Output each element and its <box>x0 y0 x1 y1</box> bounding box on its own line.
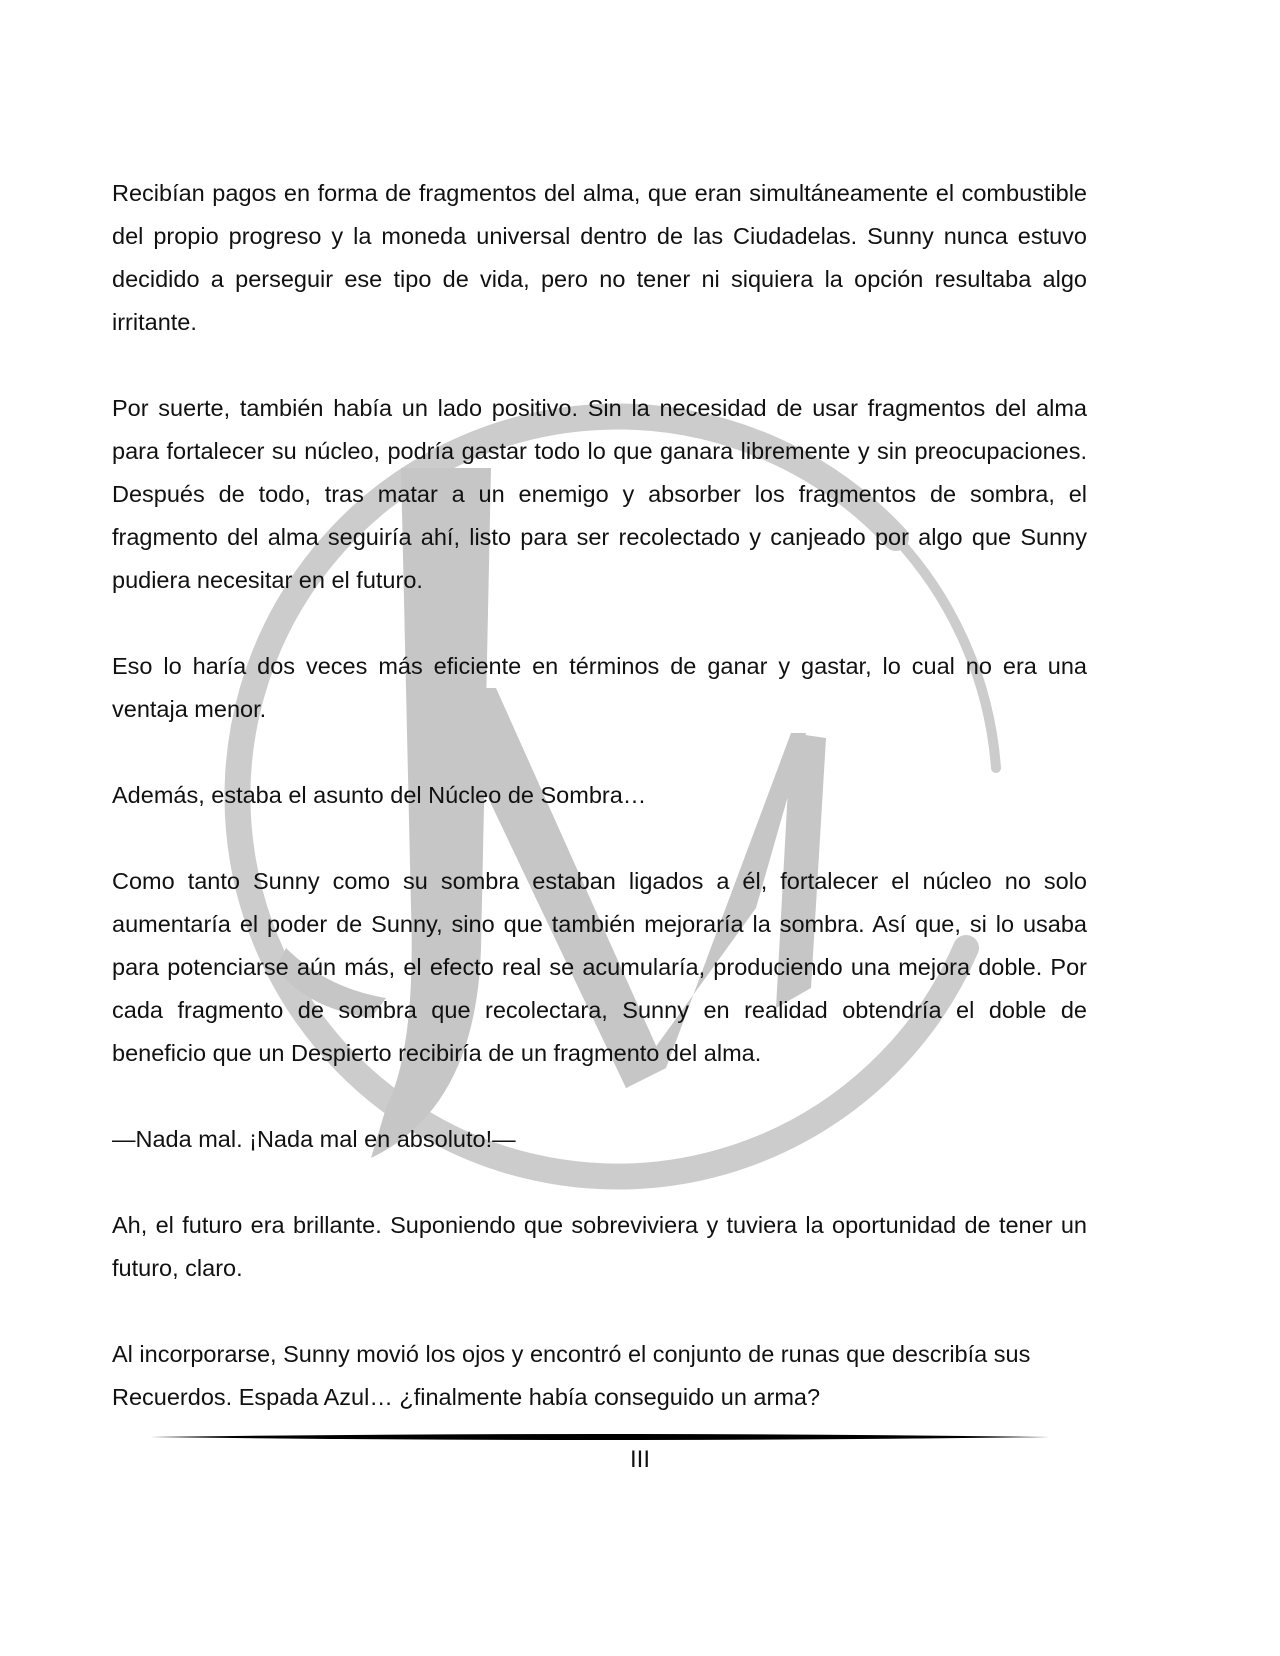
paragraph-5: Como tanto Sunny como su sombra estaban ligados a él, fortalecer el núcleo no solo aumentaría el poder de Sunny, sino que también mejoraría la sombra. Así que, si lo usaba para potenciarse aún más, el efecto real se acumularía, produciendo una mejora doble. Por cada fragmento de sombra que recolectara, Sunny en realidad obtendría el doble de beneficio que un Despierto recibiría de un fragmento del alma. <box>112 868 1087 1066</box>
footer-divider <box>150 1432 1050 1442</box>
paragraph-4: Además, estaba el asunto del Núcleo de Sombra… <box>112 782 647 808</box>
page-number: III <box>629 1446 650 1473</box>
paragraph-2: Por suerte, también había un lado positivo. Sin la necesidad de usar fragmentos del alma para fortalecer su núcleo, podría gastar todo lo que ganara libremente y sin preocupaciones. Después de todo, tras matar a un enemigo y absorber los fragmentos de sombra, el fragmento del alma seguiría ahí, listo para ser recolectado y canjeado por algo que Sunny pudiera necesitar en el futuro. <box>112 395 1087 593</box>
paragraph-6: —Nada mal. ¡Nada mal en absoluto!— <box>112 1126 516 1152</box>
document-body <box>112 172 1087 1419</box>
paragraph-8: Al incorporarse, Sunny movió los ojos y encontró el conjunto de runas que describía sus Recuerdos. Espada Azul… ¿finalmente había conseguido un arma? <box>112 1341 1031 1410</box>
paragraph-1: Recibían pagos en forma de fragmentos del alma, que eran simultáneamente el combustible del propio progreso y la moneda universal dentro de las Ciudadelas. Sunny nunca estuvo decidido a perseguir ese tipo de vida, pero no tener ni siquiera la opción resultaba algo irritante. <box>112 180 1087 335</box>
paragraph-3: Eso lo haría dos veces más eficiente en términos de ganar y gastar, lo cual no era una ventaja menor. <box>112 653 1087 722</box>
paragraph-7: Ah, el futuro era brillante. Suponiendo que sobreviviera y tuviera la oportunidad de tener un futuro, claro. <box>112 1212 1087 1281</box>
